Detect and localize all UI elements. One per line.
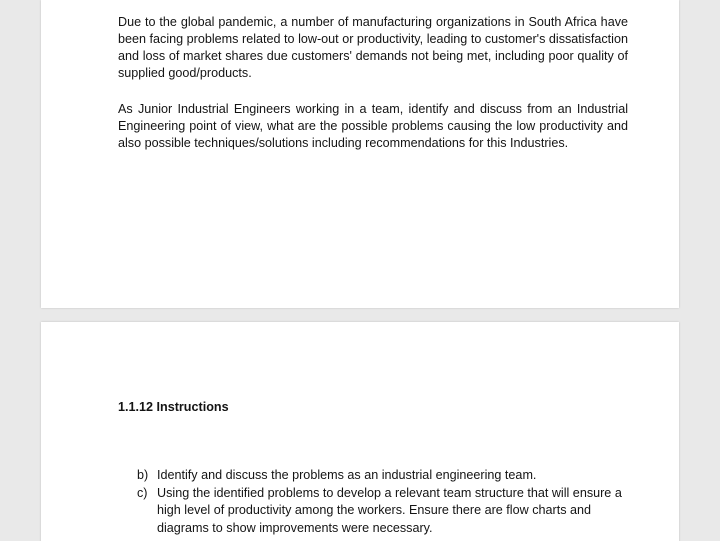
instruction-marker: b) — [137, 468, 149, 482]
task-paragraph: As Junior Industrial Engineers working in a team, identify and discuss from an Industrial Engineering point of view, what are the possible problems causing the low productivity and also possible techniques/solutions including recommendations for this Industries. — [118, 102, 628, 150]
intro-paragraph: Due to the global pandemic, a number of manufacturing organizations in South Africa have been facing problems related to low-out or productivity, leading to customer's dissatisfaction and loss of market shares due customers' demands not being met, including poor quality of supplied good/products. — [118, 15, 628, 80]
instruction-text: Using the identified problems to develop a relevant team structure that will ensure a high level of productivity among the workers. Ensure there are flow charts and diagrams to show improvements were necessary. — [157, 485, 622, 535]
instruction-list — [137, 467, 629, 537]
instruction-item-b — [137, 467, 629, 485]
document-page-2 — [41, 322, 679, 541]
document-page-1 — [41, 0, 679, 308]
section-heading: 1.1.12 Instructions — [118, 400, 229, 414]
instruction-marker: c) — [137, 485, 148, 500]
instruction-item-c — [137, 485, 629, 538]
instruction-text: Identify and discuss the problems as an industrial engineering team. — [157, 468, 537, 482]
